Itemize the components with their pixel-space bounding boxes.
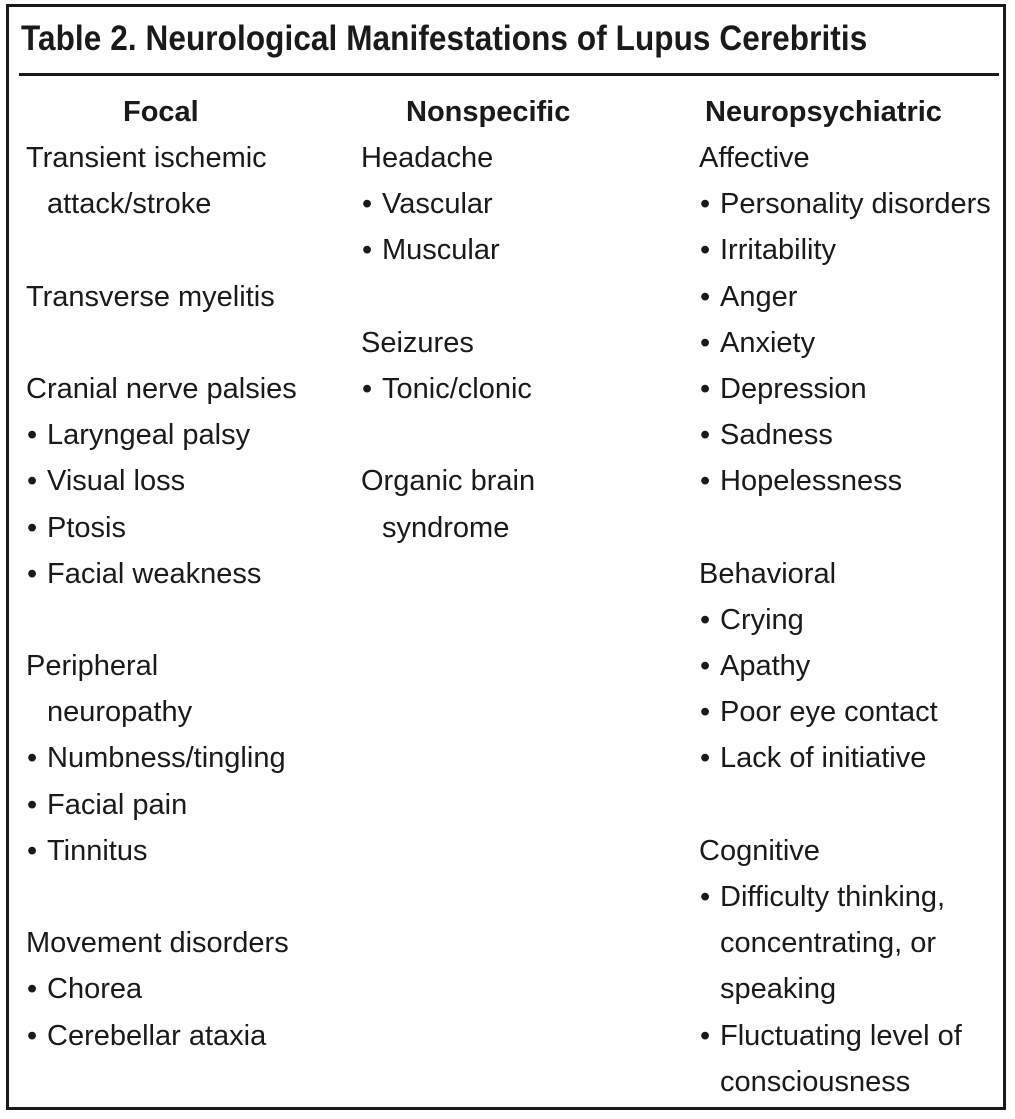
list-item-continuation: concentrating, or [720,927,937,960]
bullet-item [361,227,570,273]
list-item: Peripheral [26,650,159,683]
bullet-text: Sadness [720,419,833,452]
title-rule [19,73,999,76]
column-header-focal: Focal [123,96,199,128]
list-item: neuropathy [47,696,193,729]
column-header-nonspecific: Nonspecific [406,96,571,128]
bullet-text: Vascular [382,188,493,221]
bullet-glyph: • [27,834,38,867]
bullet-item [699,1013,991,1059]
bullet-glyph: • [362,234,373,267]
bullet-glyph: • [700,419,711,452]
bullet-text: Fluctuating level of [720,1019,962,1052]
bullet-glyph: • [700,603,711,636]
list-item: Transient ischemic [26,142,267,174]
bullet-glyph: • [27,742,38,775]
bullet-glyph: • [700,881,711,913]
bullet-text: Facial pain [47,788,188,821]
bullet-glyph: • [362,372,373,405]
bullet-item [699,227,991,273]
list-item: Organic brain [361,465,536,498]
bullet-text: Apathy [720,650,811,683]
bullet-item [699,366,991,412]
bullet-text: Lack of initiative [720,742,927,775]
bullet-glyph: • [700,280,711,313]
bullet-text: Hopelessness [720,465,903,498]
list-item: Headache [361,142,494,174]
bullet-glyph: • [27,557,38,590]
list-item: syndrome [382,511,510,544]
bullet-glyph: • [700,326,711,359]
list-item-continuation: consciousness [720,1065,911,1098]
column-nonspecific [361,89,570,551]
list-item: Movement disorders [26,927,289,960]
column-focal [26,89,297,1059]
list-item: Transverse myelitis [26,280,275,313]
bullet-item [26,458,297,504]
bullet-text: Irritability [720,234,837,267]
bullet-text: Tonic/clonic [382,372,532,405]
bullet-item [26,966,297,1012]
bullet-text: Ptosis [47,511,126,544]
list-item: Cranial nerve palsies [26,372,297,405]
bullet-glyph: • [27,788,38,821]
bullet-glyph: • [700,742,711,775]
bullet-item [361,181,570,227]
bullet-glyph: • [700,465,711,498]
bullet-item [699,874,991,920]
bullet-glyph: • [700,234,711,267]
bullet-glyph: • [700,188,711,221]
bullet-text: Anger [720,280,798,313]
list-item: Behavioral [699,557,837,590]
bullet-item [26,828,297,874]
bullet-text: Chorea [47,973,143,1006]
bullet-glyph: • [27,1019,38,1052]
bullet-item [26,735,297,781]
list-item: Affective [699,142,810,174]
bullet-glyph: • [27,511,38,544]
bullet-glyph: • [700,372,711,405]
bullet-item [361,366,570,412]
bullet-item [699,458,991,504]
bullet-item [699,643,991,689]
bullet-text: Visual loss [47,465,186,498]
bullet-item [699,735,991,781]
bullet-item [699,689,991,735]
bullet-text: Facial weakness [47,557,262,590]
table-frame [6,4,1006,1110]
bullet-item [699,274,991,320]
bullet-text: Cerebellar ataxia [47,1019,267,1052]
bullet-text: Poor eye contact [720,696,938,729]
bullet-text: Muscular [382,234,500,267]
bullet-item [699,320,991,366]
bullet-text: Laryngeal palsy [47,419,251,452]
bullet-text: Depression [720,372,867,405]
bullet-item [26,505,297,551]
bullet-text: Anxiety [720,326,816,359]
bullet-text: Numbness/tingling [47,742,286,775]
list-item: Seizures [361,326,474,359]
table-title: Table 2. Neurological Manifestations of Lupus Cerebritis [21,19,868,58]
bullet-item [699,597,991,643]
bullet-item [26,782,297,828]
bullet-item [699,412,991,458]
bullet-glyph: • [27,465,38,498]
bullet-item [26,412,297,458]
bullet-glyph: • [27,419,38,452]
bullet-glyph: • [27,973,38,1006]
bullet-glyph: • [700,650,711,683]
bullet-text: Crying [720,603,804,636]
bullet-text: Personality disorders [720,188,991,221]
column-header-neuropsychiatric: Neuropsychiatric [705,96,942,128]
bullet-item [26,1013,297,1059]
bullet-text: Tinnitus [47,834,148,867]
list-item-continuation: speaking [720,973,837,1006]
list-item: attack/stroke [47,188,212,221]
bullet-glyph: • [700,696,711,729]
bullet-glyph: • [700,1019,711,1052]
bullet-item [26,551,297,597]
bullet-text: Difficulty thinking, [720,881,946,913]
list-item: Cognitive [699,834,820,867]
bullet-item [699,181,991,227]
bullet-glyph: • [362,188,373,221]
column-neuropsychiatric [699,89,991,1105]
